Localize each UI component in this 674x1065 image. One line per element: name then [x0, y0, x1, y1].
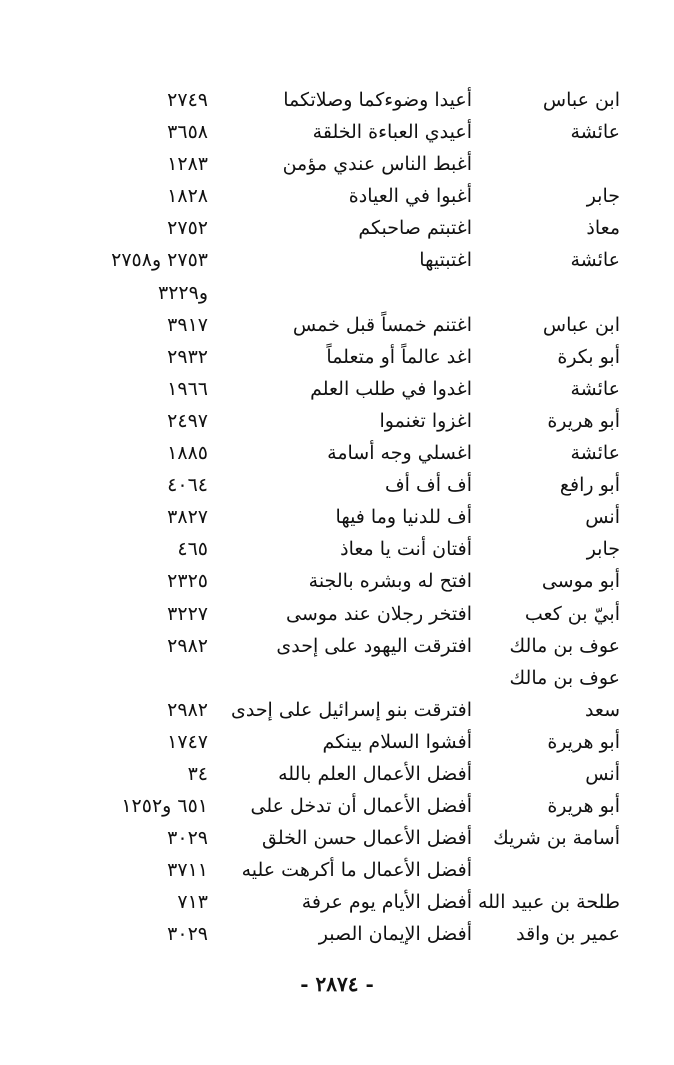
- index-row: [0, 84, 674, 116]
- narrator-name: أبو موسى: [541, 570, 620, 593]
- narrator-name: طلحة بن عبيد الله: [477, 891, 620, 914]
- narrator-name: عائشة: [570, 442, 620, 465]
- narrator-name: عمير بن واقد: [516, 923, 620, 946]
- page-number: - ٢٨٧٤ -: [300, 972, 374, 996]
- narrator-name: جابر: [586, 185, 620, 208]
- index-row: [0, 565, 674, 597]
- narrator-name: أنس: [585, 762, 620, 785]
- hadith-opening: اغتبتم صاحبكم: [358, 217, 472, 240]
- hadith-opening: أفضل الأعمال أن تدخل على: [250, 795, 472, 818]
- hadith-index-list: [0, 84, 674, 951]
- narrator-name: عائشة: [570, 249, 620, 272]
- narrator-name: عائشة: [570, 377, 620, 400]
- narrator-name: جابر: [586, 538, 620, 561]
- index-row: [0, 662, 674, 694]
- hadith-opening: اغد عالماً أو متعلماً: [326, 345, 472, 368]
- narrator-name: عوف بن مالك: [509, 666, 620, 689]
- hadith-number: ٣٢٢٧: [167, 602, 208, 625]
- hadith-number: ١٨٨٥: [167, 442, 208, 465]
- index-row: [0, 148, 674, 180]
- index-row: [0, 116, 674, 148]
- index-row: [0, 918, 674, 950]
- narrator-name: معاذ: [586, 217, 620, 240]
- index-row: [0, 822, 674, 854]
- hadith-number: ٣٤: [187, 762, 208, 785]
- index-row: [0, 598, 674, 630]
- hadith-opening: افتخر رجلان عند موسى: [286, 602, 472, 625]
- hadith-number: ٢٩٨٢: [167, 698, 208, 721]
- index-row: [0, 694, 674, 726]
- narrator-name: أبو هريرة: [547, 730, 620, 753]
- index-row: [0, 309, 674, 341]
- index-row: [0, 726, 674, 758]
- hadith-opening: أفضل الأعمال العلم بالله: [278, 762, 472, 785]
- index-row: [0, 277, 674, 309]
- hadith-number: ١٧٤٧: [167, 730, 208, 753]
- index-row: [0, 180, 674, 212]
- hadith-opening: افترقت بنو إسرائيل على إحدى: [230, 698, 472, 721]
- narrator-name: أنس: [585, 506, 620, 529]
- hadith-number: ٣٨٢٧: [167, 506, 208, 529]
- hadith-number: ٢٩٣٢: [167, 345, 208, 368]
- hadith-number: ١٩٦٦: [167, 377, 208, 400]
- narrator-name: أبو هريرة: [547, 409, 620, 432]
- hadith-opening: أعيدي العباءة الخلقة: [312, 121, 472, 144]
- hadith-opening: أفضل الأعمال حسن الخلق: [261, 827, 472, 850]
- index-row: [0, 790, 674, 822]
- index-row: [0, 533, 674, 565]
- narrator-name: عائشة: [570, 121, 620, 144]
- narrator-name: ابن عباس: [542, 313, 620, 336]
- hadith-number: ٢٧٤٩: [167, 89, 208, 111]
- hadith-number: ٣٠٢٩: [167, 923, 208, 946]
- narrator-name: ابن عباس: [542, 89, 620, 111]
- hadith-number: ٧١٣: [177, 891, 208, 914]
- hadith-opening: أف للدنيا وما فيها: [335, 506, 472, 529]
- hadith-number: ٣٧١١: [167, 859, 208, 882]
- hadith-number: ٢٧٥٢: [167, 217, 208, 240]
- narrator-name: أبو هريرة: [547, 795, 620, 818]
- index-row: [0, 437, 674, 469]
- hadith-opening: اغسلي وجه أسامة: [327, 442, 472, 465]
- narrator-name: عوف بن مالك: [509, 634, 620, 657]
- hadith-opening: أغبط الناس عندي مؤمن: [282, 153, 472, 176]
- hadith-number: و٣٢٢٩: [157, 281, 208, 304]
- hadith-opening: أعيدا وضوءكما وصلاتكما: [283, 89, 472, 111]
- index-row: [0, 405, 674, 437]
- hadith-opening: أفضل الأيام يوم عرفة: [301, 891, 472, 914]
- hadith-number: ٢٧٥٣ و٢٧٥٨: [111, 249, 208, 272]
- hadith-opening: اغزوا تغنموا: [379, 409, 472, 432]
- hadith-number: ٢٣٢٥: [167, 570, 208, 593]
- index-row: [0, 373, 674, 405]
- index-row: [0, 244, 674, 276]
- index-row: [0, 758, 674, 790]
- hadith-opening: افتح له وبشره بالجنة: [308, 570, 472, 593]
- hadith-opening: اغتبتيها: [419, 249, 472, 272]
- index-row: [0, 630, 674, 662]
- index-row: [0, 501, 674, 533]
- hadith-number: ١٨٢٨: [167, 185, 208, 208]
- index-row: [0, 212, 674, 244]
- narrator-name: أسامة بن شريك: [493, 827, 620, 850]
- hadith-number: ٢٩٨٢: [167, 634, 208, 657]
- narrator-name: أبيّ بن كعب: [524, 602, 620, 625]
- hadith-number: ١٢٨٣: [167, 153, 208, 176]
- index-row: [0, 854, 674, 886]
- hadith-opening: اغدوا في طلب العلم: [310, 377, 472, 400]
- index-row: [0, 886, 674, 918]
- hadith-opening: أفضل الإيمان الصبر: [318, 923, 472, 946]
- hadith-opening: أفضل الأعمال ما أكرهت عليه: [241, 859, 472, 882]
- hadith-number: ٤٦٥: [177, 538, 208, 561]
- hadith-number: ٦٥١ و١٢٥٢: [121, 795, 208, 818]
- narrator-name: أبو رافع: [559, 474, 620, 497]
- hadith-opening: أغبوا في العيادة: [348, 185, 472, 208]
- hadith-number: ٢٤٩٧: [167, 409, 208, 432]
- narrator-name: أبو بكرة: [557, 345, 620, 368]
- hadith-number: ٣٩١٧: [167, 313, 208, 336]
- index-row: [0, 469, 674, 501]
- hadith-opening: أفشوا السلام بينكم: [322, 730, 472, 753]
- hadith-number: ٣٦٥٨: [167, 121, 208, 144]
- hadith-opening: افترقت اليهود على إحدى: [276, 634, 472, 657]
- hadith-opening: اغتنم خمساً قبل خمس: [292, 313, 472, 336]
- narrator-name: سعد: [584, 698, 620, 721]
- hadith-number: ٣٠٢٩: [167, 827, 208, 850]
- hadith-opening: أف أف أف: [384, 474, 472, 497]
- hadith-number: ٤٠٦٤: [167, 474, 208, 497]
- index-row: [0, 341, 674, 373]
- hadith-opening: أفتان أنت يا معاذ: [340, 538, 472, 561]
